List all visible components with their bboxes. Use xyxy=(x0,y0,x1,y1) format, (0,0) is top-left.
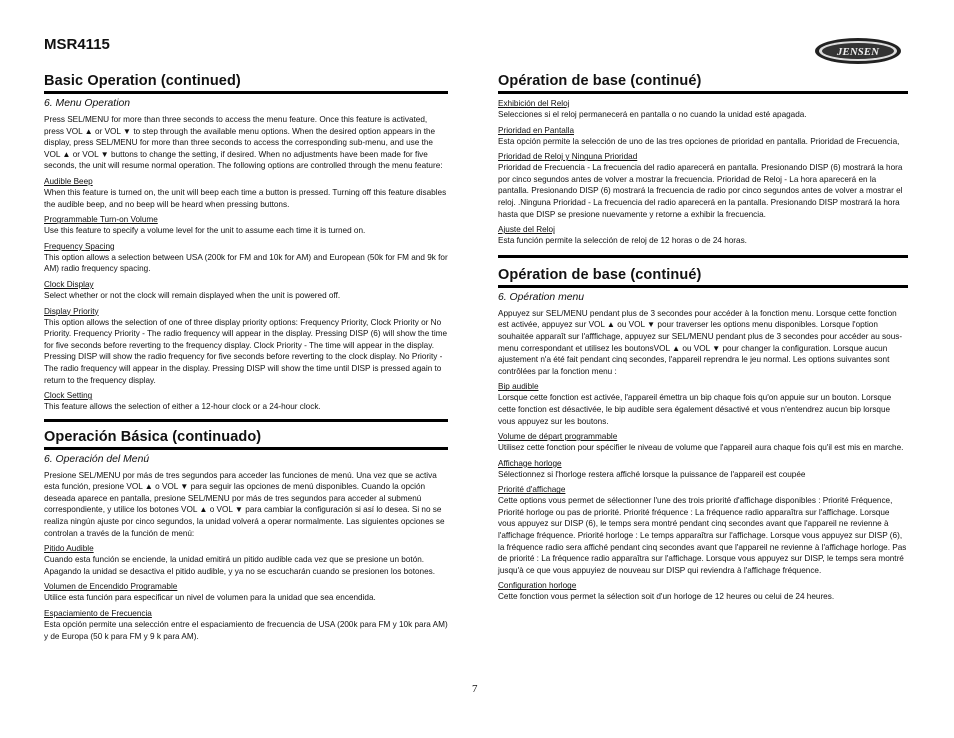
menu-item xyxy=(498,431,908,454)
item-text: Cette options vous permet de sélectionner l'une des trois priorité d'affichage disponibles : Priorité Fréquence, Priorité horloge ou pas de priorité. Priorité fréquence : La fréquence radio apparaîtra sur l'affichage. Lorsque vous appuyez sur DISP (6), le temps sera montré pendant cinq secondes avant que l'appareil ne revienne à l'affichage fréquence. Priorité horloge : Le temps apparaîtra sur l'affichage. Lorsque vous appuyez sur DISP (6), la fréquence radio sera affiché pendant cinq secondes avant que l'appareil ne revienne à l'affichage horloge. Pas de priorité : La fréquence radio apparaîtra sur l'affichage. Lorsque vous appuyez sur DISP, le temps sera montré jusqu'à ce que vous appuyiez de nouveau sur DISP qui reviendra à l'affichage fréquence. xyxy=(498,496,907,575)
menu-item xyxy=(498,484,908,576)
item-text: This feature allows the selection of either a 12-hour clock or a 24-hour clock. xyxy=(44,402,321,412)
item-text: This option allows the selection of one of three display priority options: Frequency Priority, Clock Priority or No Priority. Frequency Priority - The radio frequency will appear in the display. Pressing DISP (6) will show the time for five seconds before reverting to the frequency display. Clock Priority - The time will appear in the display. Pressing DISP will show the radio frequency for five seconds before reverting to the clock display. No Priority - The radio frequency will appear in the display. Pressing DISP will show the time until DISP is pressed again to return to the frequency display. xyxy=(44,317,448,385)
jensen-logo xyxy=(814,37,902,70)
menu-item xyxy=(44,241,448,275)
item-heading: Clock Setting xyxy=(44,391,93,401)
section-title-fr1: Opération de base (continué) xyxy=(498,73,702,89)
item-heading: Prioridad de Reloj y Ninguna Prioridad xyxy=(498,152,638,162)
item-text: Prioridad de Frecuencia - La frecuencia del radio aparecerá en pantalla. Presionando DISP (6) mostrará la hora por cinco segundos antes de volver a mostrar la frecuencia. Prioridad de Reloj - La hora aparecerá en la pantalla. Presionando DISP (6) mostrará la frecuencia de radio por cinco segundos antes de volver a mostrar el reloj. .Ninguna Prioridad - La frecuencia del radio aparecerá en la pantalla. Presionando DISP mostrará la hora hasta que DISP se presione nuevamente y retorne a exhibir la frecuencia. xyxy=(498,163,903,219)
en-section xyxy=(44,72,448,413)
section-title-fr2: Opération de base (continué) xyxy=(498,266,702,283)
item-heading: Audible Beep xyxy=(44,176,93,186)
title-rule xyxy=(44,419,448,422)
items-es xyxy=(44,543,448,642)
intro-fr2: Appuyez sur SEL/MENU pendant plus de 3 secondes pour accéder à la fonction menu. Lorsque cette fonction est activée, appuyez sur VOL ▲ ou VOL ▼ pour traverser les options menu disponibles. Lorsque l'option souhaitée apparaît sur l'afffichage, appuyez sur SEL/MENU pendant plus de 3 secondes pour accéder au sous-menu correspondant et utilisez les boutonsVOL ▲ ou VOL ▼ pour changer la configuration. Lorsque aucun ajustement n'a été fait pendant cinq secondes, l'appareil reprendra le jeu normal. Les options suivantes sont contrôlées par la fonction menu : xyxy=(498,308,903,376)
item-text: Utilice esta función para especificar un nivel de volumen para la unidad que sea encendida. xyxy=(44,593,376,603)
title-rule xyxy=(44,91,448,94)
item-text: Sélectionnez si l'horloge restera affiché lorsque la puissance de l'appareil est coupée xyxy=(498,469,806,479)
page-number: 7 xyxy=(472,683,478,695)
item-heading: Pitido Audible xyxy=(44,544,94,554)
menu-item xyxy=(498,98,908,121)
fr1-section xyxy=(498,72,908,247)
item-text: Esta función permite la selección de reloj de 12 horas o de 24 horas. xyxy=(498,236,747,246)
item-text: Select whether or not the clock will remain displayed when the unit is powered off. xyxy=(44,290,341,300)
item-text: Selecciones si el reloj permanecerá en pantalla o no cuando la unidad esté apagada. xyxy=(498,110,807,119)
menu-item xyxy=(44,306,448,387)
menu-item xyxy=(498,381,908,427)
item-heading: Volume de départ programmable xyxy=(498,432,618,442)
item-text: This option allows a selection between USA (200k for FM and 10k for AM) and European (50k for FM and 9k for AM) radio frequency spacing. xyxy=(44,252,448,274)
item-text: Utilisez cette fonction pour spécifier le niveau de volume que l'appareil aura chaque fois qu'il est mis en marche. xyxy=(498,443,904,453)
menu-item xyxy=(498,458,908,481)
es-section xyxy=(44,419,448,643)
section-title-en: Basic Operation (continued) xyxy=(44,73,241,89)
title-rule xyxy=(498,91,908,94)
item-heading: Programmable Turn-on Volume xyxy=(44,215,158,225)
menu-item xyxy=(498,224,908,247)
item-text: Esta opción permite la selección de uno de las tres opciones de prioridad en pantalla. Prioridad de Frecuencia, xyxy=(498,136,900,146)
subsection-title-en: 6. Menu Operation xyxy=(44,98,131,109)
item-text: Use this feature to specify a volume level for the unit to assume each time it is turned on. xyxy=(44,226,366,236)
menu-item xyxy=(44,214,448,237)
title-rule xyxy=(498,255,908,258)
title-rule xyxy=(498,285,908,288)
svg-text:JENSEN: JENSEN xyxy=(836,46,880,58)
section-title-es: Operación Básica (continuado) xyxy=(44,428,262,445)
items-en xyxy=(44,176,448,413)
subsection-title-fr2: 6. Opération menu xyxy=(498,291,585,303)
item-heading: Frequency Spacing xyxy=(44,241,115,251)
items-fr1 xyxy=(498,98,908,247)
item-heading: Volumen de Encendido Programable xyxy=(44,582,178,592)
items-fr2 xyxy=(498,381,908,603)
item-heading: Exhibición del Reloj xyxy=(498,99,570,108)
subsection-title-es: 6. Operación del Menú xyxy=(44,453,150,465)
item-heading: Display Priority xyxy=(44,306,99,316)
item-heading: Affichage horloge xyxy=(498,458,562,468)
item-heading: Prioridad en Pantalla xyxy=(498,125,575,135)
item-text: Cuando esta función se enciende, la unidad emitirá un pitido audible cada vez que se presione un botón. Apagando la unidad se desactiva el pitido audible, y ya no se escucharán cuando se presionen los botones. xyxy=(44,555,435,576)
item-text: Lorsque cette fonction est activée, l'appareil émettra un bip chaque fois qu'on appuie sur un bouton. Lorsque cette fonction est désactivée, le bip audible sera également désactivé et vous n'entendrez aucun bip lorsque vous appuyez sur les boutons. xyxy=(498,393,892,426)
right-column xyxy=(498,72,908,606)
menu-item xyxy=(498,125,908,148)
intro-en: Press SEL/MENU for more than three seconds to access the menu feature. Once this feature is activated, press VOL ▲ or VOL ▼ to step through the available menu options. When the desired option appears in the display, press SEL/MENU for more than three seconds to access the corresponding sub-menu, and use the VOL ▲ or VOL ▼ buttons to change the setting, if desired. When no adjustments have been made for five seconds, the unit will resume normal operation. The following options are controlled through the menu feature: xyxy=(44,115,443,171)
item-text: When this feature is turned on, the unit will beep each time a button is pressed. Turning off this feature disables the audible beep, and no beep will be heard when pressing buttons. xyxy=(44,187,447,209)
menu-item xyxy=(498,580,908,603)
item-text: Esta opción permite una selección entre el espaciamiento de frecuencia de USA (200k para FM y 10k para AM) y de Europa (50 k para FM y 9 k para AM). xyxy=(44,620,448,641)
menu-item xyxy=(44,608,448,642)
item-text: Cette fonction vous permet la sélection soit d'un horloge de 12 heures ou celui de 24 heures. xyxy=(498,592,835,602)
menu-item xyxy=(44,581,448,604)
item-heading: Clock Display xyxy=(44,279,94,289)
menu-item xyxy=(44,279,448,302)
menu-item xyxy=(44,390,448,413)
fr2-section xyxy=(498,255,908,603)
menu-item xyxy=(44,543,448,577)
model-number: MSR4115 xyxy=(44,36,110,53)
item-heading: Configuration horloge xyxy=(498,581,577,591)
item-heading: Ajuste del Reloj xyxy=(498,225,555,235)
left-column xyxy=(44,72,448,645)
item-heading: Espaciamiento de Frecuencia xyxy=(44,609,152,619)
title-rule xyxy=(44,447,448,450)
intro-es: Presione SEL/MENU por más de tres segundos para acceder las funciones de menú. Una vez que se activa esta función, presione VOL ▲ o VOL ▼ para seguir las opciones de menú disponibles. Cuando la opción deseada aparece en pantalla, presione SEL/MENU por más de tres segundos para acceder al submenú correspondiente, y utilice los botones VOL ▲ o VOL ▼ para cambiar la configuración si así lo desea. Si no se realiza ningún ajuste por cinco segundos, la unidad volverá a operar normalmente. Las siguientes opciones se controlan a través de la función de menú: xyxy=(44,470,445,538)
menu-item xyxy=(498,151,908,220)
menu-item xyxy=(44,176,448,210)
item-heading: Bip audible xyxy=(498,382,539,392)
item-heading: Priorité d'affichage xyxy=(498,485,566,495)
